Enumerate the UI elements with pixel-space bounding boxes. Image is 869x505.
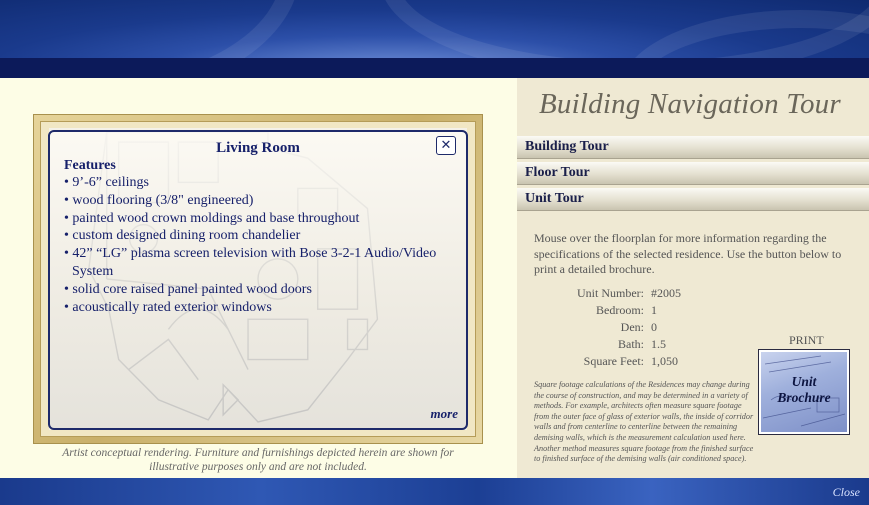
feature-item: • acoustically rated exterior windows xyxy=(64,299,272,315)
header-bar xyxy=(0,58,869,78)
nav-unit-tour[interactable]: Unit Tour xyxy=(517,188,869,211)
tour-panel xyxy=(517,78,869,478)
instructions-text: Mouse over the floorplan for more information regarding the specifications of the selected residence. Use the button below to print a detailed brochure. xyxy=(534,231,842,276)
unit-row xyxy=(534,303,754,320)
feature-item: • wood flooring (3/8" engineered) xyxy=(64,192,254,208)
brochure-label-line1: Unit xyxy=(791,374,817,389)
page-title: Building Navigation Tour xyxy=(539,88,841,120)
square-feet-value: 1,050 xyxy=(651,354,678,368)
brochure-label-line2: Brochure xyxy=(777,390,831,405)
unit-row xyxy=(534,354,754,371)
unit-row xyxy=(534,286,754,303)
nav-building-tour[interactable]: Building Tour xyxy=(517,136,869,159)
feature-item: • 9’-6” ceilings xyxy=(64,175,149,190)
features-list xyxy=(64,174,452,316)
top-banner xyxy=(0,0,869,58)
feature-item: • painted wood crown moldings and base throughout xyxy=(64,210,360,226)
print-label: PRINT xyxy=(789,333,824,347)
feature-item: • solid core raised panel painted wood doors xyxy=(64,281,312,297)
room-info-popup xyxy=(48,130,468,430)
popup-title: Living Room xyxy=(216,140,300,156)
den-value: 0 xyxy=(651,320,657,334)
bath-label: Bath: xyxy=(618,337,644,351)
unit-details xyxy=(534,286,754,371)
more-link[interactable]: more xyxy=(430,406,458,421)
unit-number-value: #2005 xyxy=(651,286,681,300)
unit-row xyxy=(534,320,754,337)
unit-number-label: Unit Number: xyxy=(577,286,644,300)
unit-brochure-button[interactable] xyxy=(758,349,850,435)
brochure-thumbnail xyxy=(761,352,847,432)
close-link[interactable]: Close xyxy=(832,485,860,499)
nav-floor-tour[interactable]: Floor Tour xyxy=(517,162,869,185)
square-footage-note: Square footage calculations of the Residences may change during the course of construction, and may be determined in a variety of methods. For example, architects often measure square footage from the outer face of glass of exterior walls, the inside of corridor walls and from centerline to centerline between the remaining demising walls, which is the measurement calculation used here. Another method measures square footage from the finished surface to finished surface of the demising walls (air conditioned space). xyxy=(534,380,754,464)
close-icon[interactable]: ✕ xyxy=(436,136,456,155)
bedroom-value: 1 xyxy=(651,303,657,317)
floorplan-area xyxy=(0,78,517,478)
brochure-label xyxy=(761,374,847,406)
bedroom-label: Bedroom: xyxy=(596,303,644,317)
banner-swirl xyxy=(0,0,300,58)
rendering-disclaimer: Artist conceptual rendering. Furniture and furnishings depicted herein are shown for illustrative purposes only and are not included. xyxy=(62,447,454,473)
unit-row xyxy=(534,337,754,354)
bath-value: 1.5 xyxy=(651,337,666,351)
feature-item: • custom designed dining room chandelier xyxy=(64,228,301,244)
footer-banner xyxy=(0,478,869,505)
square-feet-label: Square Feet: xyxy=(583,354,644,368)
feature-item: • 42” “LG” plasma screen television with Bose 3-2-1 Audio/Video System xyxy=(64,246,437,279)
features-heading: Features xyxy=(64,158,116,173)
den-label: Den: xyxy=(620,320,644,334)
